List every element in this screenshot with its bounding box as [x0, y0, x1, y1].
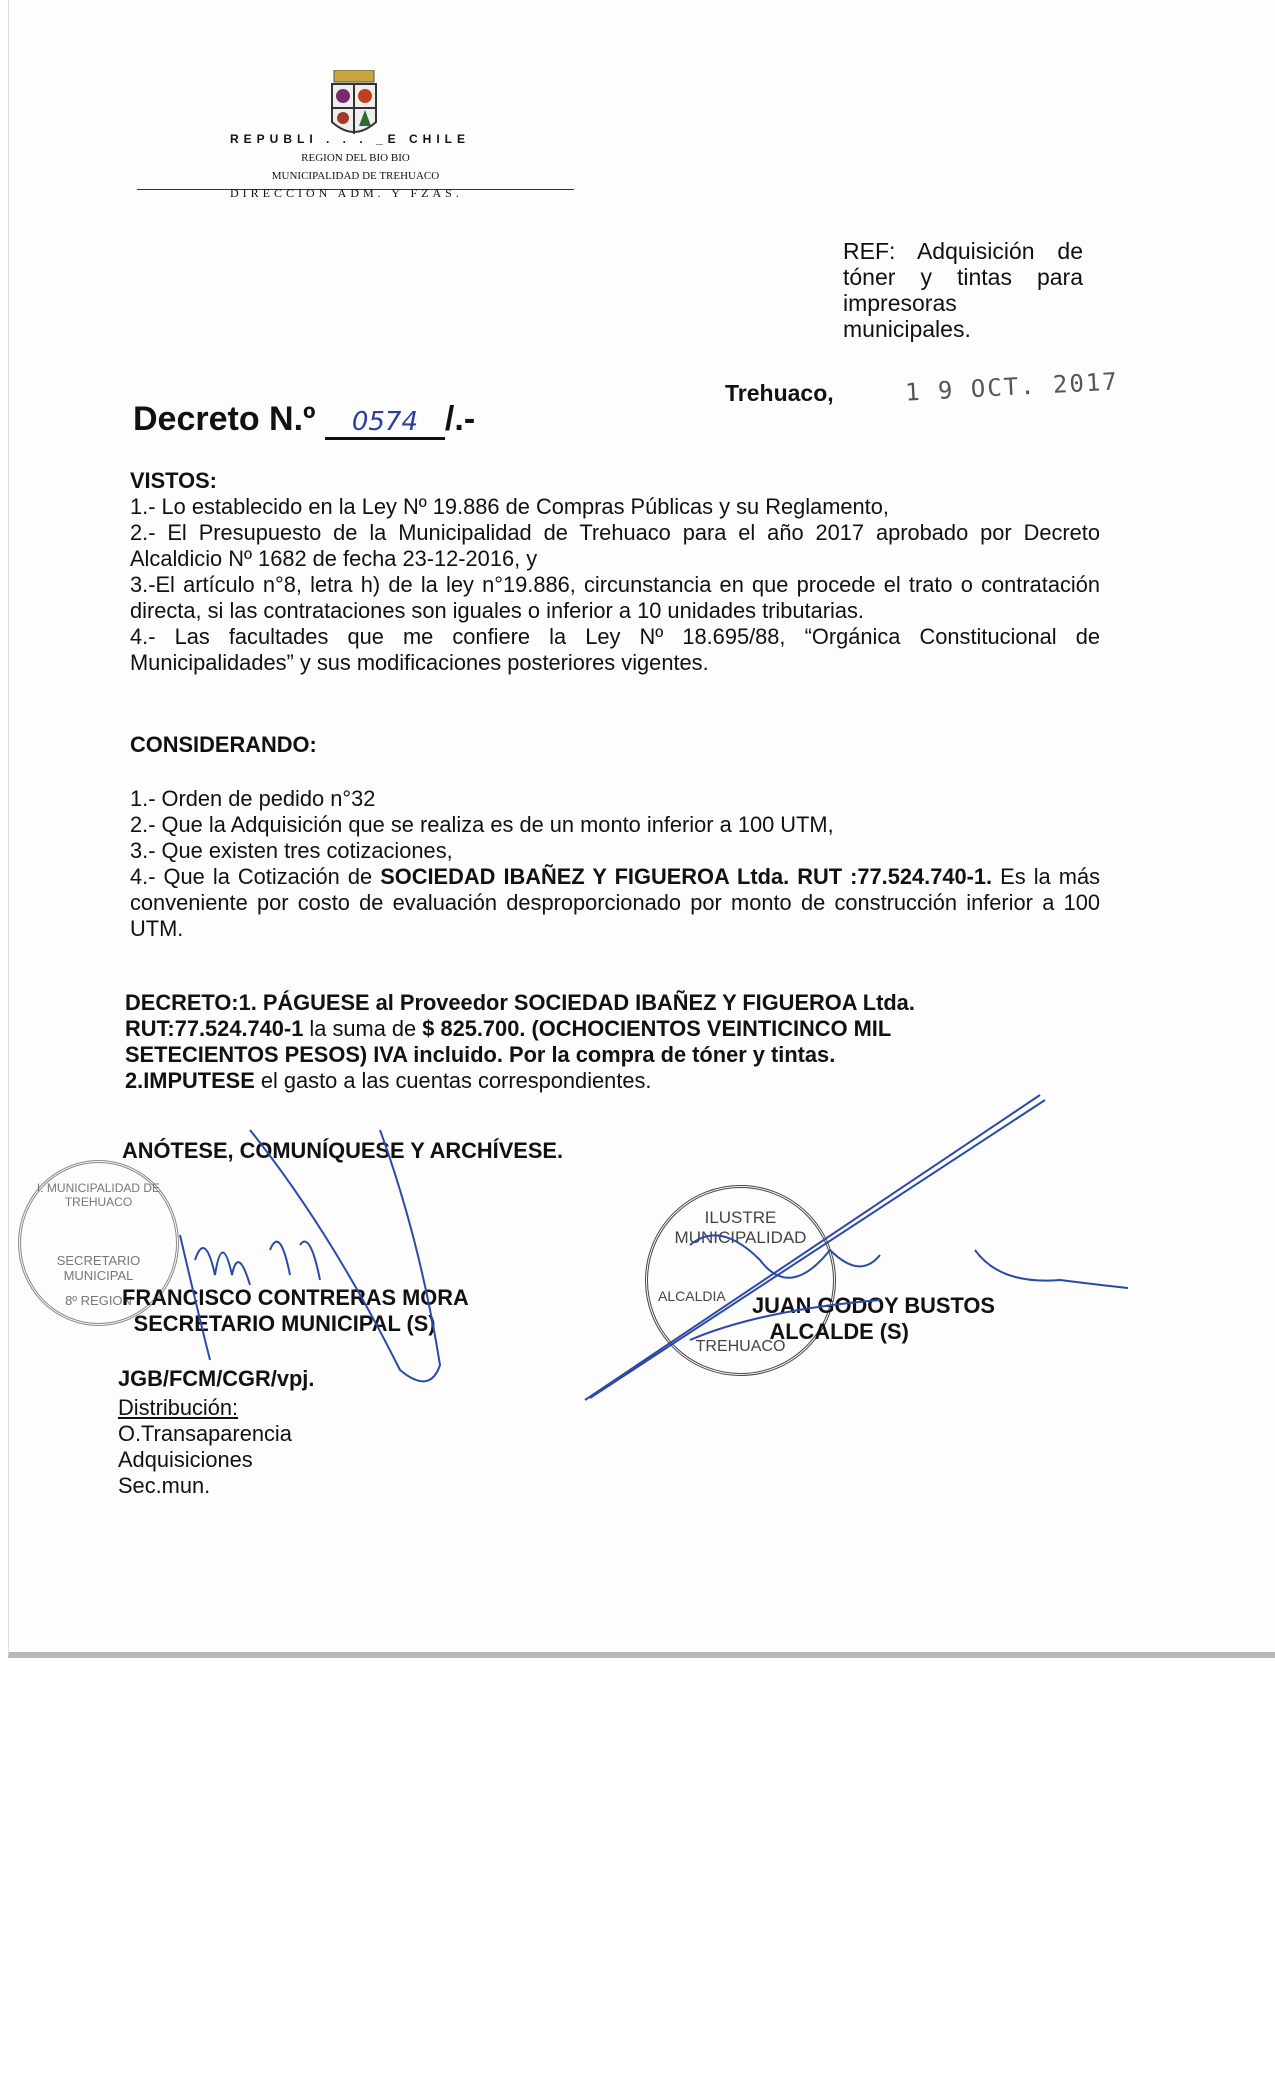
signatory-role: SECRETARIO MUNICIPAL (S) [133, 1311, 436, 1336]
decreto-text: el gasto a las cuentas correspondientes. [254, 1068, 652, 1093]
distribution-item: O.Transaparencia [118, 1421, 292, 1446]
stamp-ring-text: I. MUNICIPALIDAD DE TREHUACO [36, 1181, 161, 1209]
considerando-heading: CONSIDERANDO: [130, 732, 317, 757]
initials: JGB/FCM/CGR/vpj. [118, 1366, 315, 1391]
title-prefix: Decreto N.º [133, 400, 316, 438]
reference-line: municipales. [843, 316, 971, 342]
decreto-bold: DECRETO:1. PÁGUESE al Proveedor SOCIEDAD IBAÑEZ Y FIGUEROA Ltda. RUT:77.524.740-1 [125, 990, 915, 1041]
date-stamp: 1 9 OCT. 2017 [904, 367, 1120, 407]
distribution-list [118, 1395, 292, 1499]
header-department: DIRECCION ADM. Y FZAS. [230, 186, 463, 200]
reference-line: REF: Adquisición de [843, 238, 1083, 264]
stamp-ring-text: ILUSTRE MUNICIPALIDAD [674, 1208, 807, 1247]
closing-formula: ANÓTESE, COMUNÍQUESE Y ARCHÍVESE. [122, 1138, 564, 1163]
stamp-center-text: ALCALDIA [658, 1288, 726, 1304]
stamp-bottom-text: 8º REGION [65, 1293, 132, 1308]
considerando-item: 3.- Que existen tres cotizaciones, [130, 838, 453, 863]
decreto-text: la suma de [303, 1016, 423, 1041]
signatory-name: FRANCISCO CONTRERAS MORA [122, 1285, 469, 1310]
decreto-amount: $ 825.700. (OCHOCIENTOS VEINTICINCO MIL SETECIENTOS PESOS) IVA incluido. Por la compra de tóner y tintas. [125, 1016, 891, 1067]
considerando-item: 2.- Que la Adquisición que se realiza es de un monto inferior a 100 UTM, [130, 812, 834, 837]
vistos-item: 4.- Las facultades que me confiere la Ley Nº 18.695/88, “Orgánica Constitucional de Municipalidades” y sus modificaciones posteriores vigentes. [130, 624, 1100, 675]
signatory-name: JUAN GODOY BUSTOS [752, 1293, 995, 1318]
stamp-bottom-text: TREHUACO [695, 1338, 786, 1355]
place-label: Trehuaco, [725, 380, 834, 406]
vistos-item: 1.- Lo establecido en la Ley Nº 19.886 de Compras Públicas y su Reglamento, [130, 494, 889, 519]
distribution-item: Sec.mun. [118, 1473, 211, 1498]
header-region: REGION DEL BIO BIO [301, 152, 410, 164]
header-country: REPUBLI . . . _E CHILE [230, 132, 471, 146]
supplier-name: SOCIEDAD IBAÑEZ Y FIGUEROA Ltda. RUT :77.524.740-1. [380, 864, 993, 889]
considerando-item: 1.- Orden de pedido n°32 [130, 786, 376, 811]
reference-line: impresoras [843, 290, 957, 316]
title-suffix: /.- [444, 400, 476, 438]
distribution-heading: Distribución: [118, 1395, 239, 1420]
header-municipality: MUNICIPALIDAD DE TREHUACO [271, 170, 440, 182]
decreto-bold: 2.IMPUTESE [125, 1068, 255, 1093]
distribution-item: Adquisiciones [118, 1447, 253, 1472]
vistos-heading: VISTOS: [130, 468, 217, 493]
vistos-item: 3.-El artículo n°8, letra h) de la ley n°19.886, circunstancia en que procede el trato o contratación directa, si las contrataciones son iguales o inferior a 10 unidades tributarias. [130, 572, 1100, 623]
item-text: Es la más conveniente por costo de evaluación desproporcionado por monto de construcción inferior a 100 UTM. [130, 864, 1100, 941]
decree-number: 0574 [325, 407, 445, 440]
reference-line: tóner y tintas para [843, 264, 1083, 290]
stamp-center-text: SECRETARIO MUNICIPAL [56, 1253, 141, 1283]
signatory-role: ALCALDE (S) [769, 1319, 909, 1344]
vistos-item: 2.- El Presupuesto de la Municipalidad de Trehuaco para el año 2017 aprobado por Decreto Alcaldicio Nº 1682 de fecha 23-12-2016, y [130, 520, 1100, 571]
item-text: 4.- Que la Cotización de [130, 864, 381, 889]
